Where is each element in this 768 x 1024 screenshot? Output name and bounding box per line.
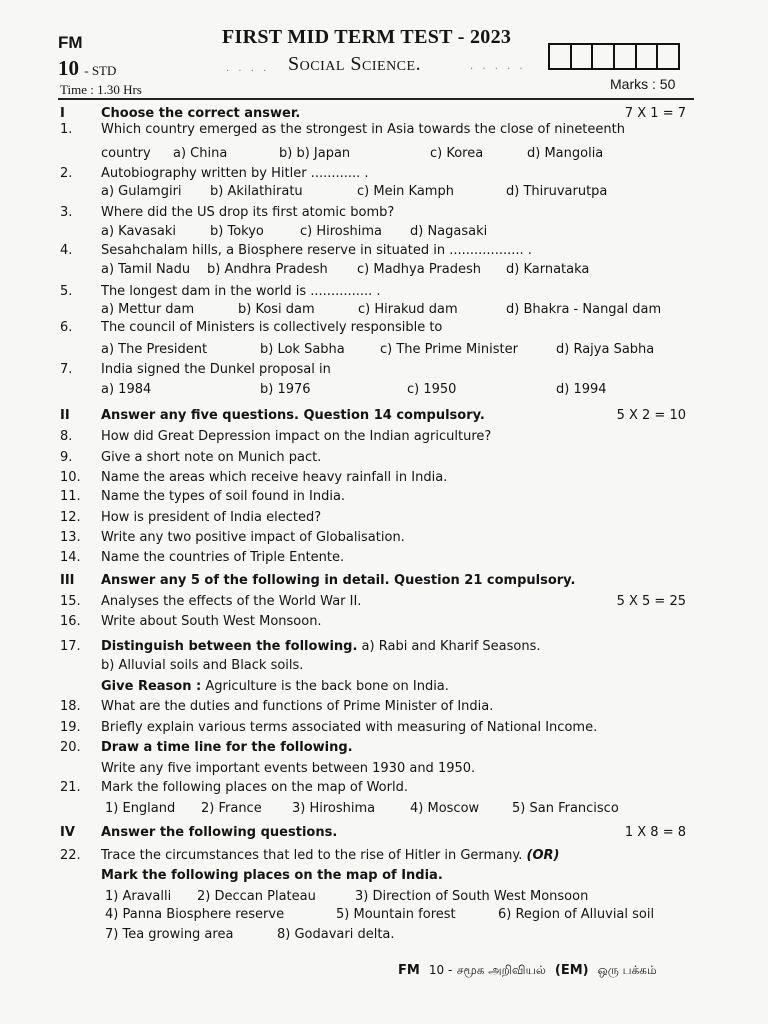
map-place: 7) Tea growing area xyxy=(105,927,234,942)
total-marks: Marks : 50 xyxy=(610,76,676,92)
section-marks: 5 X 2 = 10 xyxy=(616,408,686,423)
question-text: Name the areas which receive heavy rainfall in India. xyxy=(101,470,448,485)
question-20 xyxy=(0,738,768,758)
question-3-options xyxy=(0,222,768,242)
question-text-cont: country xyxy=(101,146,151,161)
question-4 xyxy=(0,241,768,261)
question-number: 19. xyxy=(60,720,81,735)
section-2-heading xyxy=(0,406,768,426)
question-5 xyxy=(0,282,768,302)
option: a) Kavasaki xyxy=(101,224,176,239)
page-footer xyxy=(398,963,657,979)
option: c) Korea xyxy=(430,146,484,161)
question-text: Where did the US drop its first atomic bomb? xyxy=(101,205,395,220)
option: d) Bhakra - Nangal dam xyxy=(506,302,662,317)
paper-code: FM xyxy=(58,33,83,52)
question-text: How did Great Depression impact on the Indian agriculture? xyxy=(101,429,492,444)
question-text: Name the countries of Triple Entente. xyxy=(101,550,345,565)
option: c) Mein Kamph xyxy=(357,184,454,199)
question-number: 1. xyxy=(60,122,73,137)
question-text: How is president of India elected? xyxy=(101,510,322,525)
question-number: 2. xyxy=(60,166,73,181)
question-part-a: a) Rabi and Kharif Seasons. xyxy=(357,639,541,654)
option: d) Nagasaki xyxy=(410,224,488,239)
time-allowed: Time : 1.30 Hrs xyxy=(60,82,142,97)
map-place: 1) England xyxy=(105,801,176,816)
section-instruction: Answer any 5 of the following in detail. Question 21 compulsory. xyxy=(101,573,576,588)
question-text: What are the duties and functions of Prime Minister of India. xyxy=(101,699,494,714)
footer-subject: சமூக அறிவியல் xyxy=(456,963,546,977)
question-text: Briefly explain various terms associated with measuring of National Income. xyxy=(101,720,598,735)
section-instruction: Choose the correct answer. xyxy=(101,106,301,121)
question-number: 18. xyxy=(60,699,81,714)
question-text: Write about South West Monsoon. xyxy=(101,614,322,629)
question-1 xyxy=(0,120,768,140)
scan-speckles-left: · · · · xyxy=(226,66,270,77)
question-number: 11. xyxy=(60,489,81,504)
question-3 xyxy=(0,203,768,223)
question-text: Autobiography written by Hitler ............ . xyxy=(101,166,369,181)
section-4-heading xyxy=(0,823,768,843)
or-marker: (OR) xyxy=(526,848,560,863)
standard-suffix: - STD xyxy=(84,63,117,78)
option: b) 1976 xyxy=(260,382,311,397)
map-place: 3) Direction of South West Monsoon xyxy=(355,889,589,904)
question-number: 8. xyxy=(60,429,73,444)
question-22-options-2 xyxy=(0,905,768,925)
question-number: 12. xyxy=(60,510,81,525)
reason-statement: Agriculture is the back bone on India. xyxy=(201,679,449,694)
question-text xyxy=(101,846,559,866)
map-place: 2) Deccan Plateau xyxy=(197,889,316,904)
register-box xyxy=(658,45,678,68)
question-text: Mark the following places on the map of World. xyxy=(101,780,408,795)
option: a) Tamil Nadu xyxy=(101,262,191,277)
question-14 xyxy=(0,548,768,568)
question-heading: Draw a time line for the following. xyxy=(101,740,353,755)
question-text: Write any five important events between 1930 and 1950. xyxy=(101,761,476,776)
option: a) The President xyxy=(101,342,208,357)
question-number: 7. xyxy=(60,362,73,377)
question-number: 5. xyxy=(60,284,73,299)
standard-number: 10 xyxy=(58,56,79,80)
question-22 xyxy=(0,846,768,866)
section-marks: 5 X 5 = 25 xyxy=(616,594,686,609)
question-text: India signed the Dunkel proposal in xyxy=(101,362,331,377)
standard xyxy=(58,56,116,81)
map-place: 2) France xyxy=(201,801,262,816)
question-number: 15. xyxy=(60,594,81,609)
question-19 xyxy=(0,718,768,738)
section-marks: 7 X 1 = 7 xyxy=(624,106,686,121)
map-place: 5) Mountain forest xyxy=(336,907,456,922)
footer-std: 10 - xyxy=(428,963,453,977)
option: c) Madhya Pradesh xyxy=(357,262,482,277)
register-number-boxes xyxy=(548,43,680,70)
option: b) Kosi dam xyxy=(238,302,315,317)
question-part-b: b) Alluvial soils and Black soils. xyxy=(101,658,304,673)
question-1-options xyxy=(0,144,768,164)
question-number: 22. xyxy=(60,848,81,863)
map-place: 6) Region of Alluvial soil xyxy=(498,907,655,922)
option: b) Andhra Pradesh xyxy=(207,262,328,277)
option: c) Hiroshima xyxy=(300,224,383,239)
section-number: III xyxy=(60,573,75,588)
question-number: 10. xyxy=(60,470,81,485)
map-place: 4) Panna Biosphere reserve xyxy=(105,907,285,922)
reason-text xyxy=(101,677,449,697)
option: c) The Prime Minister xyxy=(380,342,518,357)
question-8 xyxy=(0,427,768,447)
register-box xyxy=(550,45,572,68)
question-17-part-b xyxy=(0,656,768,676)
question-20-detail xyxy=(0,759,768,779)
question-number: 6. xyxy=(60,320,73,335)
footer-pages: ஒரு பக்கம் xyxy=(597,963,657,977)
map-place: 1) Aravalli xyxy=(105,889,172,904)
option: d) 1994 xyxy=(556,382,607,397)
option: c) Hirakud dam xyxy=(358,302,458,317)
section-number: II xyxy=(60,408,70,423)
footer-code: FM xyxy=(398,963,420,978)
question-12 xyxy=(0,508,768,528)
section-marks: 1 X 8 = 8 xyxy=(624,825,686,840)
question-11 xyxy=(0,487,768,507)
register-box xyxy=(572,45,594,68)
question-4-options xyxy=(0,260,768,280)
question-number: 20. xyxy=(60,740,81,755)
register-box xyxy=(593,45,615,68)
question-6-options xyxy=(0,340,768,360)
option: b) Akilathiratu xyxy=(210,184,303,199)
option: d) Rajya Sabha xyxy=(556,342,655,357)
section-3-heading xyxy=(0,571,768,591)
question-text: Which country emerged as the strongest in Asia towards the close of nineteenth xyxy=(101,122,625,137)
question-text: The council of Ministers is collectively responsible to xyxy=(101,320,443,335)
section-instruction: Answer the following questions. xyxy=(101,825,338,840)
question-5-options xyxy=(0,300,768,320)
option: d) Mangolia xyxy=(527,146,604,161)
question-16 xyxy=(0,612,768,632)
question-21 xyxy=(0,778,768,798)
option: a) Gulamgiri xyxy=(101,184,182,199)
question-21-options xyxy=(0,799,768,819)
map-place: 3) Hiroshima xyxy=(292,801,376,816)
question-main: Trace the circumstances that led to the rise of Hitler in Germany. xyxy=(101,848,523,863)
question-6 xyxy=(0,318,768,338)
option: d) Thiruvarutpa xyxy=(506,184,608,199)
question-number: 9. xyxy=(60,450,73,465)
exam-title: FIRST MID TERM TEST - 2023 xyxy=(222,26,512,48)
scan-speckles-right: · · · · · xyxy=(470,64,526,75)
option: b) Lok Sabha xyxy=(260,342,345,357)
option: b) Tokyo xyxy=(210,224,264,239)
map-place: 8) Godavari delta. xyxy=(277,927,395,942)
question-22-options-3 xyxy=(0,925,768,945)
question-text: Give a short note on Munich pact. xyxy=(101,450,322,465)
question-number: 17. xyxy=(60,639,81,654)
section-number: I xyxy=(60,106,65,121)
reason-heading: Give Reason : xyxy=(101,679,202,694)
question-7 xyxy=(0,360,768,380)
section-number: IV xyxy=(60,825,75,840)
question-text: Sesahchalam hills, a Biosphere reserve in situated in .................. . xyxy=(101,243,532,258)
section-instruction: Answer any five questions. Question 14 compulsory. xyxy=(101,408,485,423)
question-number: 13. xyxy=(60,530,81,545)
question-10 xyxy=(0,468,768,488)
question-9 xyxy=(0,448,768,468)
option: a) 1984 xyxy=(101,382,152,397)
question-17 xyxy=(0,637,768,657)
option: a) China xyxy=(173,146,228,161)
question-heading: Mark the following places on the map of India. xyxy=(101,868,443,883)
question-text: Write any two positive impact of Globalisation. xyxy=(101,530,405,545)
question-number: 3. xyxy=(60,205,73,220)
question-text xyxy=(101,637,541,657)
question-number: 4. xyxy=(60,243,73,258)
map-place: 4) Moscow xyxy=(410,801,480,816)
question-text: Analyses the effects of the World War II. xyxy=(101,594,362,609)
subject-title: Social Science. xyxy=(288,53,422,75)
question-number: 16. xyxy=(60,614,81,629)
question-2 xyxy=(0,164,768,184)
option: b) b) Japan xyxy=(279,146,351,161)
question-18 xyxy=(0,697,768,717)
register-box xyxy=(637,45,659,68)
option: c) 1950 xyxy=(407,382,457,397)
question-text: Name the types of soil found in India. xyxy=(101,489,346,504)
question-22-options-1 xyxy=(0,887,768,907)
footer-medium: (EM) xyxy=(554,963,589,978)
question-2-options xyxy=(0,182,768,202)
question-text: The longest dam in the world is ............... . xyxy=(101,284,381,299)
question-22-alternative xyxy=(0,866,768,886)
option: d) Karnataka xyxy=(506,262,590,277)
question-7-options xyxy=(0,380,768,400)
map-place: 5) San Francisco xyxy=(512,801,619,816)
question-13 xyxy=(0,528,768,548)
header-divider xyxy=(58,98,694,100)
option: a) Mettur dam xyxy=(101,302,195,317)
question-number: 21. xyxy=(60,780,81,795)
question-15 xyxy=(0,592,768,612)
question-number: 14. xyxy=(60,550,81,565)
question-heading: Distinguish between the following. xyxy=(101,639,358,654)
question-17-reason xyxy=(0,677,768,697)
register-box xyxy=(615,45,637,68)
